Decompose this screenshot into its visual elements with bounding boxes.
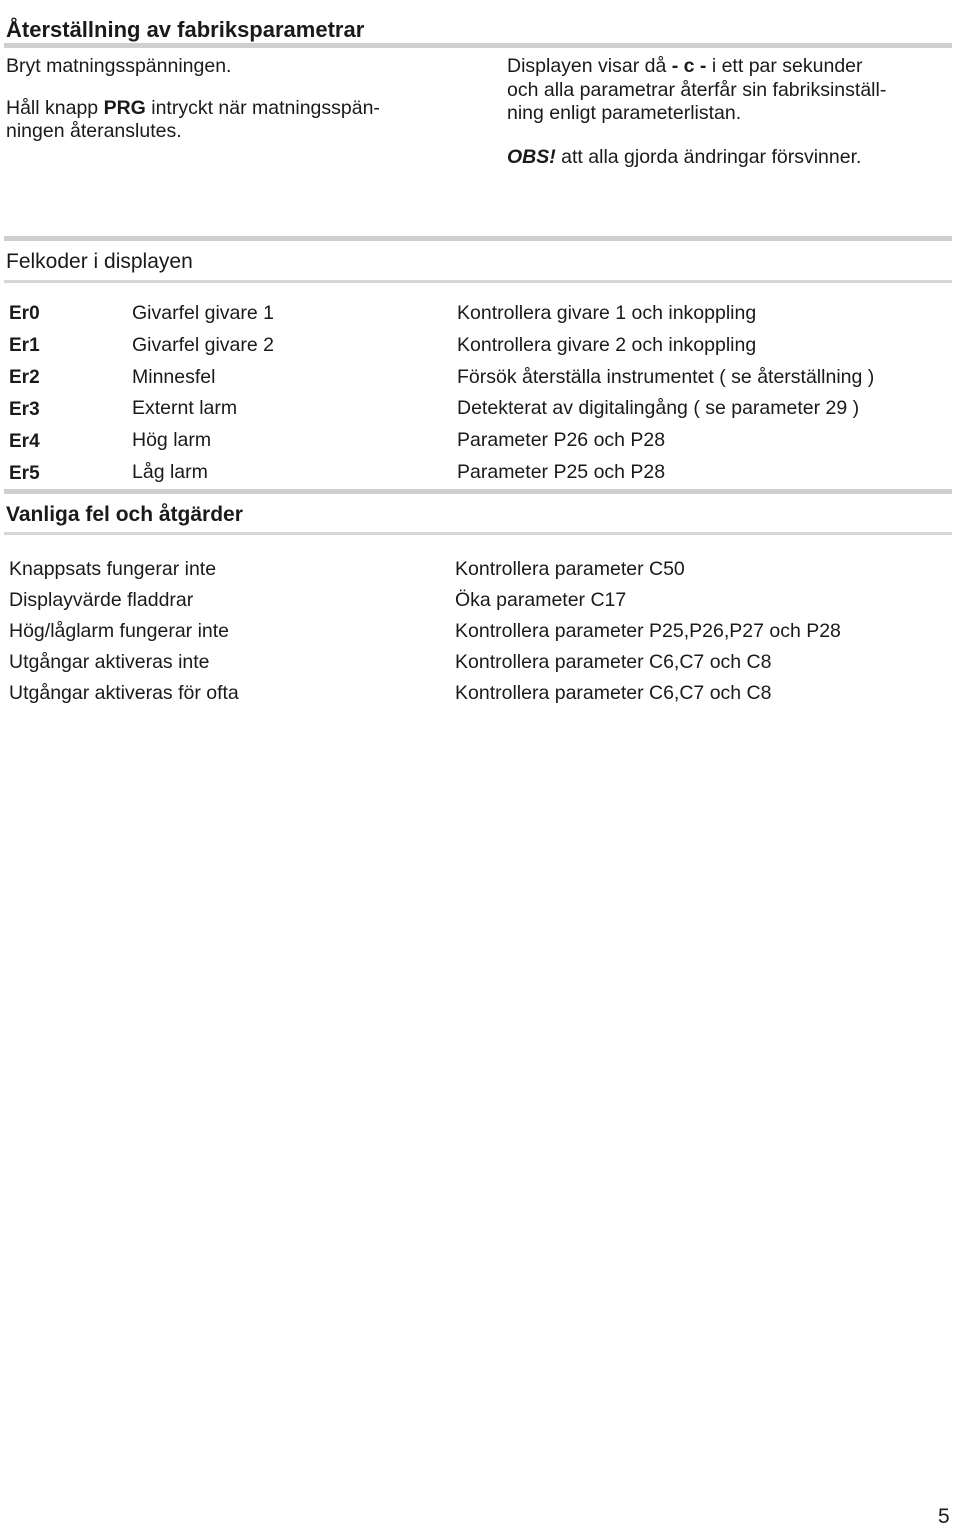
faults-title: Vanliga fel och åtgärder [6, 503, 243, 526]
reset-result-3: ning enligt parameterlistan. [507, 102, 742, 124]
fault-problem: Utgångar aktiveras för ofta [9, 682, 239, 704]
display-code: - c - [671, 55, 707, 77]
error-description: Hög larm [132, 429, 212, 451]
fault-action: Öka parameter C17 [455, 589, 627, 611]
section-divider [4, 532, 952, 535]
reset-instruction-1: Bryt matningsspänningen. [6, 55, 232, 77]
reset-result-1: Displayen visar då - c - i ett par sekunder [507, 55, 863, 77]
error-code: Er2 [9, 367, 40, 388]
fault-action: Kontrollera parameter P25,P26,P27 och P28 [455, 620, 841, 642]
fault-problem: Knappsats fungerar inte [9, 558, 217, 580]
fault-action: Kontrollera parameter C6,C7 och C8 [455, 651, 772, 673]
reset-result-2: och alla parametrar återfår sin fabriksinställ- [507, 79, 887, 101]
error-description: Låg larm [132, 461, 208, 483]
error-description: Externt larm [132, 397, 238, 419]
obs-label: OBS! [507, 146, 556, 168]
error-code: Er3 [9, 399, 40, 420]
fault-problem: Displayvärde fladdrar [9, 589, 194, 611]
error-code: Er4 [9, 431, 40, 452]
fault-problem: Utgångar aktiveras inte [9, 651, 210, 673]
error-action: Kontrollera givare 1 och inkoppling [457, 302, 757, 324]
reset-instruction-2: Håll knapp PRG intryckt när matningsspän- [6, 97, 380, 119]
error-description: Minnesfel [132, 366, 216, 388]
error-code: Er5 [9, 463, 40, 484]
reset-section-title: Återställning av fabriksparametrar [6, 17, 365, 42]
error-action: Kontrollera givare 2 och inkoppling [457, 334, 757, 356]
section-divider [4, 489, 952, 494]
prg-key-label: PRG [103, 97, 146, 119]
error-action: Parameter P25 och P28 [457, 461, 666, 483]
error-action: Försök återställa instrumentet ( se återställning ) [457, 366, 875, 388]
page-number: 5 [938, 1505, 950, 1528]
error-action: Detekterat av digitalingång ( se parameter 29 ) [457, 397, 860, 419]
fault-action: Kontrollera parameter C6,C7 och C8 [455, 682, 772, 704]
error-description: Givarfel givare 2 [132, 334, 274, 356]
fault-action: Kontrollera parameter C50 [455, 558, 685, 580]
fault-problem: Hög/låglarm fungerar inte [9, 620, 230, 642]
error-code: Er0 [9, 303, 40, 324]
reset-instruction-3: ningen återanslutes. [6, 120, 182, 142]
reset-warning: OBS! att alla gjorda ändringar försvinner. [507, 146, 862, 168]
error-codes-title: Felkoder i displayen [6, 250, 193, 273]
error-action: Parameter P26 och P28 [457, 429, 666, 451]
section-divider [4, 236, 952, 241]
section-divider [4, 43, 952, 48]
error-code: Er1 [9, 335, 40, 356]
error-description: Givarfel givare 1 [132, 302, 274, 324]
section-divider [4, 280, 952, 283]
